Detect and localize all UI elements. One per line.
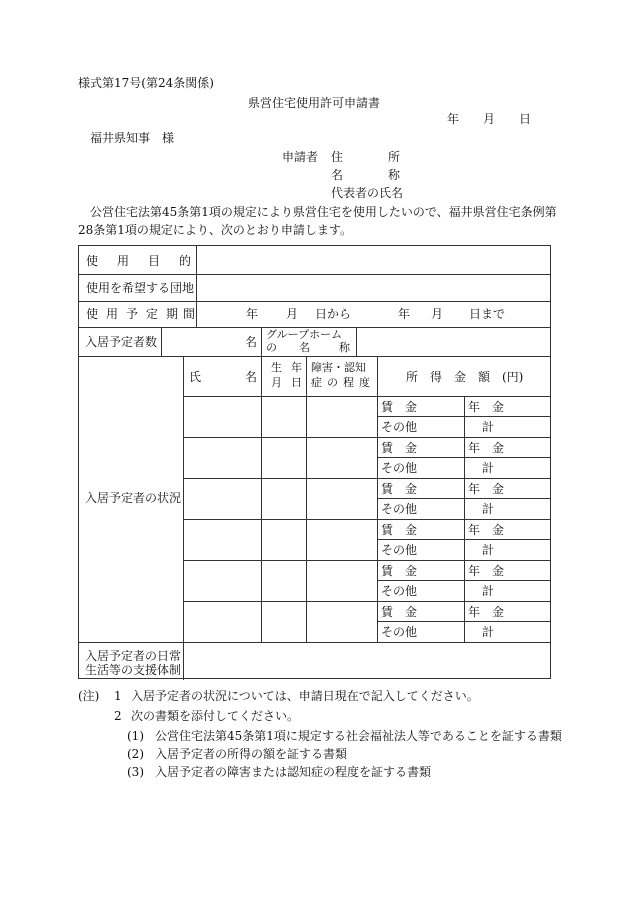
col-income: 所 得 金 額 (円) — [406, 370, 524, 384]
wage-label: 賃 金 — [381, 400, 418, 414]
note-2-text: 次の書類を添付してください。 — [131, 709, 300, 723]
complex-label: 使用を希望する団地 — [86, 281, 195, 295]
application-table — [78, 245, 551, 679]
row-divider — [183, 560, 550, 561]
count-unit: 名 — [245, 335, 258, 349]
body-line-1: 公営住宅法第45条第1項の規定により県営住宅を使用したいので、福井県営住宅条例第 — [90, 205, 557, 219]
row-divider — [183, 437, 550, 438]
support-label-line2: 生活等の支援体制 — [85, 663, 182, 677]
row-divider — [79, 274, 550, 275]
col-birth-char2: 年 — [291, 361, 302, 374]
col-disability-char4: 度 — [359, 376, 370, 389]
name-label-b: 称 — [388, 168, 401, 182]
row-divider — [183, 396, 550, 397]
purpose-label-4: 的 — [179, 254, 192, 268]
col-disability-char3: 程 — [343, 376, 354, 389]
annual-pension-label: 年 金 — [468, 564, 505, 578]
date-year-label: 年 — [447, 112, 460, 126]
period-year-2: 年 — [398, 307, 411, 321]
col-divider — [377, 356, 378, 642]
address-label-a: 住 — [331, 150, 344, 164]
col-name-char1: 氏 — [189, 370, 202, 384]
period-month-1: 月 — [286, 307, 299, 321]
group-home-label-char3: 称 — [339, 341, 350, 354]
group-home-label-char1: の — [266, 341, 277, 354]
col-disability-char2: の — [327, 376, 338, 389]
group-home-label-char2: 名 — [299, 341, 310, 354]
other-income-label: その他 — [381, 502, 418, 516]
row-divider — [183, 601, 550, 602]
period-label-3: 予 — [126, 307, 139, 321]
period-month-2: 月 — [431, 307, 444, 321]
col-birth-char3: 月 — [271, 376, 282, 389]
col-disability-char1: 症 — [311, 376, 322, 389]
wage-label: 賃 金 — [381, 564, 418, 578]
note-1-number: 1 — [114, 689, 122, 703]
col-divider — [196, 246, 197, 327]
period-to: 日まで — [469, 307, 506, 321]
row-divider — [79, 301, 550, 302]
col-birth-char1: 生 — [271, 361, 282, 374]
other-income-label: その他 — [381, 625, 418, 639]
wage-label: 賃 金 — [381, 605, 418, 619]
row-divider — [79, 356, 550, 357]
date-month-label: 月 — [483, 112, 496, 126]
note-1-text: 入居予定者の状況については、申請日現在で記入してください。 — [131, 689, 479, 703]
other-income-label: その他 — [381, 461, 418, 475]
wage-label: 賃 金 — [381, 482, 418, 496]
status-label: 入居予定者の状況 — [85, 491, 182, 505]
applicant-label: 申請者 — [282, 150, 319, 164]
annual-pension-label: 年 金 — [468, 441, 505, 455]
date-day-label: 日 — [519, 112, 532, 126]
col-divider — [464, 396, 465, 642]
representative-label: 代表者の氏名 — [331, 186, 404, 200]
col-divider — [183, 356, 184, 680]
total-label: 計 — [482, 543, 495, 557]
annual-pension-label: 年 金 — [468, 400, 505, 414]
col-birth-char4: 日 — [291, 376, 302, 389]
attachment-2-number: (2) — [127, 747, 144, 761]
group-home-label-line1: グループホーム — [266, 328, 343, 341]
col-disability-line1: 障害・認知 — [311, 361, 366, 374]
attachment-3-number: (3) — [127, 765, 144, 779]
row-divider — [183, 478, 550, 479]
page-title: 県営住宅使用許可申請書 — [248, 96, 381, 110]
period-label-2: 用 — [106, 307, 119, 321]
period-label-4: 定 — [146, 307, 159, 321]
period-label-1: 使 — [86, 307, 99, 321]
addressee: 福井県知事 様 — [90, 131, 175, 145]
body-line-2: 28条第1項の規定により、次のとおり申請します。 — [78, 223, 352, 237]
total-label: 計 — [482, 502, 495, 516]
period-label-5: 期 — [166, 307, 179, 321]
row-divider — [183, 519, 550, 520]
col-divider — [356, 327, 357, 356]
wage-label: 賃 金 — [381, 441, 418, 455]
address-label-b: 所 — [388, 150, 401, 164]
notes-prefix: (注) — [78, 689, 100, 703]
form-number: 様式第17号(第24条関係) — [78, 76, 214, 90]
purpose-label-2: 用 — [117, 254, 130, 268]
attachment-1-number: (1) — [127, 729, 144, 743]
attachment-3-text: 入居予定者の障害または認知症の程度を証する書類 — [155, 765, 432, 779]
col-divider — [161, 327, 162, 356]
name-label-a: 名 — [331, 168, 344, 182]
annual-pension-label: 年 金 — [468, 605, 505, 619]
col-divider — [261, 327, 262, 356]
other-income-label: その他 — [381, 420, 418, 434]
attachment-1-text: 公営住宅法第45条第1項に規定する社会福祉法人等であることを証する書類 — [155, 729, 562, 743]
annual-pension-label: 年 金 — [468, 523, 505, 537]
residents-count-label: 入居予定者数 — [85, 335, 158, 349]
note-2-number: 2 — [114, 709, 122, 723]
other-income-label: その他 — [381, 584, 418, 598]
col-name-char2: 名 — [245, 370, 258, 384]
purpose-label-1: 使 — [86, 254, 99, 268]
total-label: 計 — [482, 461, 495, 475]
total-label: 計 — [482, 420, 495, 434]
period-from: 日から — [315, 307, 352, 321]
row-divider — [79, 642, 550, 643]
period-label-6: 間 — [183, 307, 196, 321]
support-label-line1: 入居予定者の日常 — [85, 649, 182, 663]
period-year-1: 年 — [246, 307, 259, 321]
purpose-label-3: 目 — [148, 254, 161, 268]
col-divider — [306, 356, 307, 642]
total-label: 計 — [482, 625, 495, 639]
col-divider — [261, 356, 262, 642]
attachment-2-text: 入居予定者の所得の額を証する書類 — [155, 747, 348, 761]
wage-label: 賃 金 — [381, 523, 418, 537]
total-label: 計 — [482, 584, 495, 598]
annual-pension-label: 年 金 — [468, 482, 505, 496]
other-income-label: その他 — [381, 543, 418, 557]
